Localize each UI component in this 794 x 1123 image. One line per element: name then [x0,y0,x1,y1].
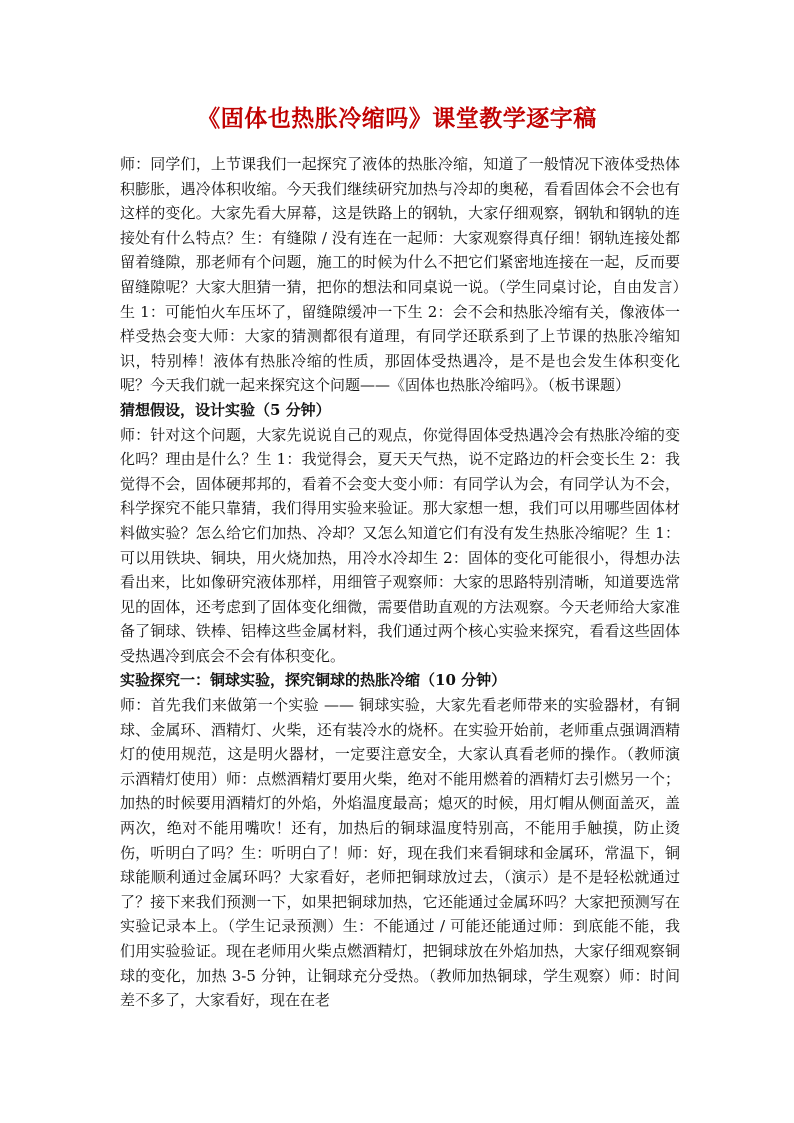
section-heading-copper-ball-experiment: 实验探究一：铜球实验，探究铜球的热胀冷缩（10 分钟） [120,671,507,690]
document-body [120,152,680,1013]
document-title: 《固体也热胀冷缩吗》课堂教学逐字稿 [197,105,597,132]
section-heading-hypothesis: 猜想假设，设计实验（5 分钟） [120,400,331,419]
paragraph-copper-ball-experiment: 师：首先我们来做第一个实验 —— 铜球实验，大家先看老师带来的实验器材，有铜球、金属环、酒精灯、火柴，还有装冷水的烧杯。在实验开始前，老师重点强调酒精灯的使用规范，这是明火器材，一定要注意安全，大家认真看老师的操作。（教师演示酒精灯使用）师：点燃酒精灯要用火柴，绝对不能用燃着的酒精灯去引燃另一个；加热的时候要用酒精灯的外焰，外焰温度最高；熄灭的时候，用灯帽从侧面盖灭，盖两次，绝对不能用嘴吹！还有，加热后的铜球温度特别高，不能用手触摸，防止烫伤，听明白了吗？生：听明白了！师：好，现在我们来看铜球和金属环，常温下，铜球能顺利通过金属环吗？大家看好，老师把铜球放过去，（演示）是不是轻松就通过了？接下来我们预测一下，如果把铜球加热，它还能通过金属环吗？大家把预测写在实验记录本上。（学生记录预测）生：不能通过 / 可能还能通过师：到底能不能，我们用实验验证。现在老师用火柴点燃酒精灯，把铜球放在外焰加热，大家仔细观察铜球的变化，加热 3-5 分钟，让铜球充分受热。（教师加热铜球，学生观察）师：时间差不多了，大家看好，现在在老 [120,696,680,1010]
paragraph-hypothesis: 师：针对这个问题，大家先说说自己的观点，你觉得固体受热遇冷会有热胀冷缩的变化吗？理由是什么？生 1：我觉得会，夏天天气热，说不定路边的杆会变长生 2：我觉得不会，固体硬邦邦的，看着不会变大变小师：有同学认为会，有同学认为不会，科学探究不能只靠猜，我们得用实验来验证。那大家想一想，我们可以用哪些固体材料做实验？怎么给它们加热、冷却？又怎么知道它们有没有发生热胀冷缩呢？生 1：可以用铁块、铜块，用火烧加热，用冷水冷却生 2：固体的变化可能很小，得想办法看出来，比如像研究液体那样，用细管子观察师：大家的思路特别清晰，知道要选常见的固体，还考虑到了固体变化细微，需要借助直观的方法观察。今天老师给大家准备了铜球、铁棒、铝棒这些金属材料，我们通过两个核心实验来探究，看看这些固体受热遇冷到底会不会有体积变化。 [120,425,680,665]
paragraph-intro: 师：同学们，上节课我们一起探究了液体的热胀冷缩，知道了一般情况下液体受热体积膨胀，遇冷体积收缩。今天我们继续研究加热与冷却的奥秘，看看固体会不会也有这样的变化。大家先看大屏幕，这是铁路上的钢轨，大家仔细观察，钢轨和钢轨的连接处有什么特点？生：有缝隙 / 没有连在一起师：大家观察得真仔细！钢轨连接处都留着缝隙，那老师有个问题，施工的时候为什么不把它们紧密地连接在一起，反而要留缝隙呢？大家大胆猜一猜，把你的想法和同桌说一说。（学生同桌讨论，自由发言）生 1：可能怕火车压坏了，留缝隙缓冲一下生 2：会不会和热胀冷缩有关，像液体一样受热会变大师：大家的猜测都很有道理，有同学还联系到了上节课的热胀冷缩知识，特别棒！液体有热胀冷缩的性质，那固体受热遇冷，是不是也会发生体积变化呢？今天我们就一起来探究这个问题——《固体也热胀冷缩吗》。（板书课题） [120,155,680,395]
